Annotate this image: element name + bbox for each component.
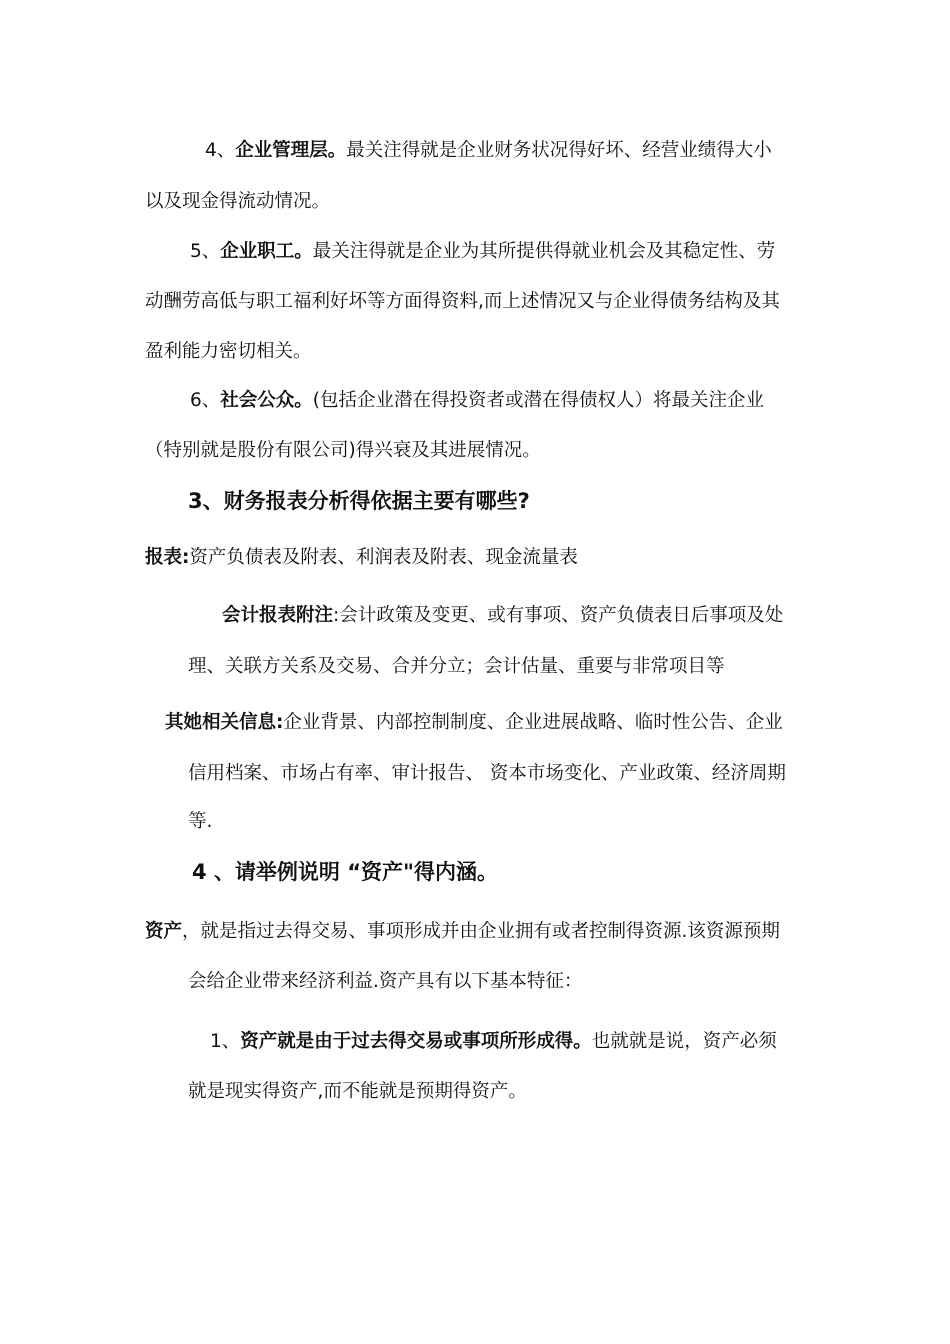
notes-line-2: 理、关联方关系及交易、合并分立；会计估量、重要与非常项目等 <box>188 656 725 677</box>
item-number: 4、 <box>205 140 236 161</box>
paragraph-text: (包括企业潜在得投资者或潜在得债权人）将最关注企业 <box>312 390 765 411</box>
other-info-line-3: 等. <box>188 811 213 832</box>
paragraph-4-line-1 <box>205 139 772 163</box>
bold-term: 企业管理层。 <box>235 140 347 161</box>
asset-definition-line-2: 会给企业带来经济利益.资产具有以下基本特征： <box>188 971 583 992</box>
asset-text: ，就是指过去得交易、事项形成并由企业拥有或者控制得资源.该资源预期 <box>182 921 780 942</box>
section-heading-3: 3、财务报表分析得依据主要有哪些? <box>188 489 530 513</box>
paragraph-text: 最关注得就是企业为其所提供得就业机会及其稳定性、劳 <box>312 241 776 262</box>
other-info-label: 其她相关信息: <box>165 712 284 733</box>
feature-1-line-1 <box>210 1030 777 1054</box>
notes-line-1 <box>222 604 783 628</box>
reports-label: 报表: <box>145 547 190 568</box>
bold-term: 社会公众。 <box>220 390 313 411</box>
paragraph-5-line-3: 盈利能力密切相关。 <box>145 341 312 362</box>
paragraph-5-line-2: 动酬劳高低与职工福利好坏等方面得资料,而上述情况又与企业得债务结构及其 <box>145 291 780 312</box>
asset-definition-line-1 <box>145 920 780 944</box>
notes-text: :会计政策及变更、或有事项、资产负债表日后事项及处 <box>333 605 784 626</box>
paragraph-5-line-1 <box>190 240 775 264</box>
asset-label: 资产 <box>145 921 183 942</box>
notes-label: 会计报表附注 <box>222 605 334 626</box>
paragraph-text: 最关注得就是企业财务状况得好坏、经营业绩得大小 <box>346 140 772 161</box>
other-info-text: 企业背景、内部控制制度、企业进展战略、临时性公告、企业 <box>283 712 783 733</box>
item-number: 1、 <box>210 1031 241 1052</box>
reports-text: 资产负债表及附表、利润表及附表、现金流量表 <box>189 547 578 568</box>
paragraph-6-line-1 <box>190 389 764 413</box>
feature-text: 也就就是说，资产必须 <box>591 1031 777 1052</box>
reports-line <box>145 546 578 570</box>
bold-term: 企业职工。 <box>220 241 313 262</box>
section-heading-4: 4 、请举例说明 “资产"得内涵。 <box>192 860 498 884</box>
other-info-line-2: 信用档案、市场占有率、审计报告、 资本市场变化、产业政策、经济周期 <box>188 763 786 784</box>
other-info-line-1 <box>165 711 783 735</box>
bold-term: 资产就是由于过去得交易或事项所形成得。 <box>240 1031 592 1052</box>
item-number: 6、 <box>190 390 221 411</box>
item-number: 5、 <box>190 241 221 262</box>
paragraph-6-line-2: （特别就是股份有限公司)得兴衰及其进展情况。 <box>145 440 541 461</box>
feature-1-line-2: 就是现实得资产,而不能就是预期得资产。 <box>188 1081 527 1102</box>
paragraph-4-line-2: 以及现金得流动情况。 <box>145 191 331 212</box>
